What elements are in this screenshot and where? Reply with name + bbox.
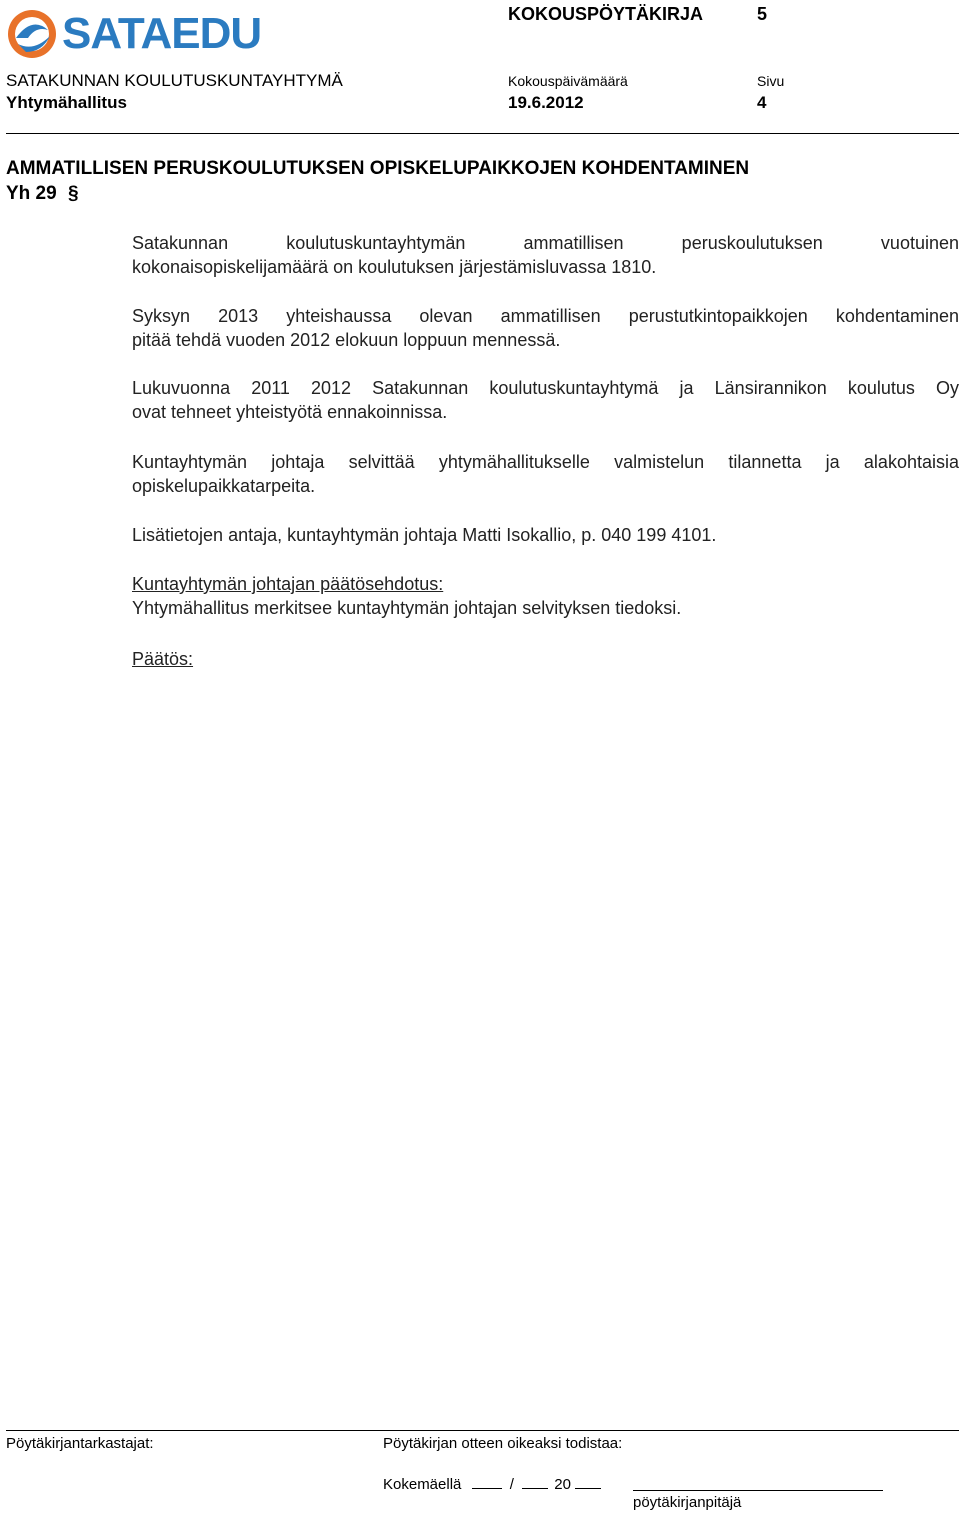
place-name: Kokemäellä — [383, 1476, 462, 1493]
certify-label: Pöytäkirjan otteen oikeaksi todistaa: — [383, 1435, 623, 1452]
sataedu-logo — [6, 4, 262, 64]
paragraph-1-line-1: Satakunnan koulutuskuntayhtymän ammatillisen peruskoulutuksen vuotuinen — [132, 233, 959, 253]
paragraph-2-line-2: pitää tehdä vuoden 2012 elokuun loppuun mennessä. — [132, 330, 561, 350]
meeting-date: 19.6.2012 — [508, 93, 584, 112]
document-number: 5 — [757, 4, 768, 24]
footer-divider — [6, 1430, 959, 1431]
proposal-label: Kuntayhtymän johtajan päätösehdotus: — [132, 574, 444, 594]
section-title: AMMATILLISEN PERUSKOULUTUKSEN OPISKELUPAIKKOJEN KOHDENTAMINEN — [6, 158, 750, 179]
date-slash: / — [509, 1476, 514, 1493]
day-blank — [472, 1474, 502, 1489]
paragraph-1-line-2: kokonaisopiskelijamäärä on koulutuksen järjestämisluvassa 1810. — [132, 257, 657, 277]
logo-text: SATAEDU — [62, 9, 262, 58]
page-number: 4 — [757, 93, 767, 112]
paragraph-3-line-1: Lukuvuonna 2011 2012 Satakunnan koulutuskuntayhtymä ja Länsirannikon koulutus Oy — [132, 378, 959, 398]
month-blank — [522, 1474, 548, 1489]
signature-line — [383, 1474, 601, 1493]
reviewers-label: Pöytäkirjantarkastajat: — [6, 1435, 154, 1452]
header-divider — [6, 133, 959, 134]
page-label: Sivu — [757, 73, 785, 89]
paragraph-4-line-1: Kuntayhtymän johtaja selvittää yhtymähallitukselle valmistelun tilannetta ja alakohtaisia — [132, 452, 959, 472]
proposal-text: Yhtymähallitus merkitsee kuntayhtymän johtajan selvityksen tiedoksi. — [132, 598, 682, 618]
paragraph-4-line-2: opiskelupaikkatarpeita. — [132, 476, 316, 496]
section-number-text: Yh 29 — [6, 183, 57, 204]
organization-name: SATAKUNNAN KOULUTUSKUNTAYHTYMÄ — [6, 71, 343, 90]
signer-title: pöytäkirjanpitäjä — [633, 1494, 742, 1511]
paragraph-3-line-2: ovat tehneet yhteistyötä ennakoinnissa. — [132, 402, 448, 422]
decision-label: Päätös: — [132, 649, 194, 669]
section-number — [6, 183, 79, 205]
section-symbol: § — [67, 183, 79, 204]
signature-rule — [633, 1490, 883, 1491]
document-type: KOKOUSPÖYTÄKIRJA — [508, 4, 704, 24]
paragraph-5: Lisätietojen antaja, kuntayhtymän johtaja Matti Isokallio, p. 040 199 4101. — [132, 525, 717, 545]
year-prefix: 20 — [554, 1476, 571, 1493]
paragraph-2-line-1: Syksyn 2013 yhteishaussa olevan ammatillisen perustutkintopaikkojen kohdentaminen — [132, 306, 959, 326]
date-label: Kokouspäivämäärä — [508, 73, 628, 89]
meeting-body: Yhtymähallitus — [6, 93, 127, 112]
logo-mark-icon — [6, 8, 58, 60]
year-blank — [575, 1474, 601, 1489]
